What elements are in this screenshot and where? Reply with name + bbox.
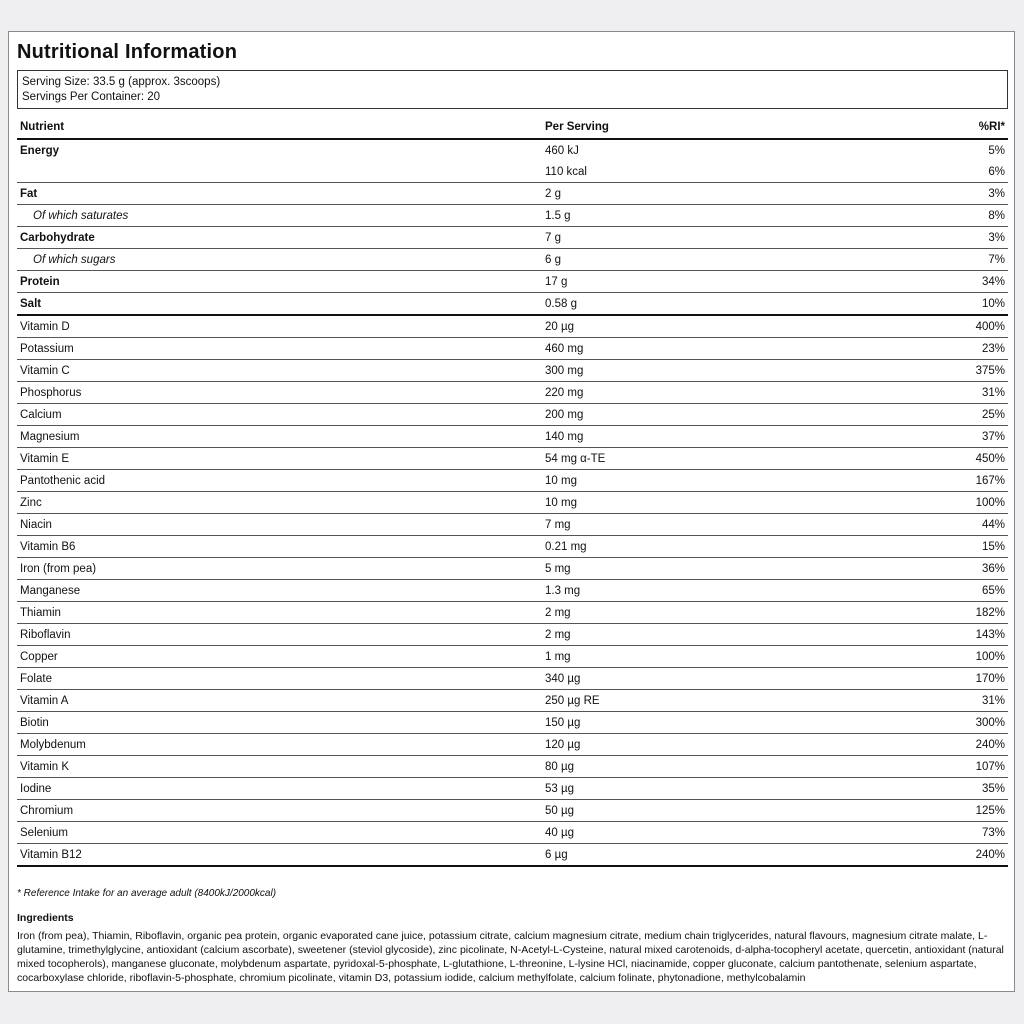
nutrient-ri: 35% [918,778,1008,800]
servings-per-container: Servings Per Container: 20 [22,91,161,103]
nutrient-name: Of which sugars [17,249,542,271]
nutrient-name: Calcium [17,404,542,426]
nutrient-name: Vitamin D [17,315,542,338]
nutrient-name: Carbohydrate [17,227,542,249]
table-row-micro [17,800,1008,822]
nutrient-ri: 100% [918,646,1008,668]
nutrient-name: Potassium [17,338,542,360]
nutrient-amount: 7 mg [542,514,918,536]
nutrient-amount: 54 mg α-TE [542,448,918,470]
nutrient-amount: 1.3 mg [542,580,918,602]
table-row-micro [17,844,1008,867]
table-row-macro [17,183,1008,205]
nutrition-panel [8,31,1015,992]
nutrient-ri: 170% [918,668,1008,690]
nutrient-amount: 250 µg RE [542,690,918,712]
table-row-micro [17,778,1008,800]
nutrient-ri: 450% [918,448,1008,470]
table-row-micro [17,514,1008,536]
nutrient-name: Magnesium [17,426,542,448]
nutrient-ri: 65% [918,580,1008,602]
table-row-macro [17,249,1008,271]
nutrient-ri: 25% [918,404,1008,426]
nutrient-amount: 40 µg [542,822,918,844]
nutrient-amount: 10 mg [542,492,918,514]
nutrient-amount: 460 kJ [545,144,579,157]
table-row-micro [17,470,1008,492]
header-nutrient: Nutrient [17,116,542,139]
nutrient-amount: 1.5 g [542,205,918,227]
nutrient-name-empty [17,161,542,183]
nutrient-ri: 31% [918,690,1008,712]
nutrient-name: Copper [17,646,542,668]
table-row-micro [17,602,1008,624]
nutrient-name: Vitamin B12 [17,844,542,867]
table-row-micro [17,360,1008,382]
nutrient-ri: 73% [918,822,1008,844]
nutrient-amount: 6 g [542,249,918,271]
nutrient-amount: 2 mg [542,624,918,646]
nutrient-name: Selenium [17,822,542,844]
footnote: * Reference Intake for an average adult (8400kJ/2000kcal) [17,888,277,899]
table-row-micro [17,668,1008,690]
table-row-micro [17,690,1008,712]
nutrient-ri: 44% [918,514,1008,536]
nutrient-amount: 150 µg [542,712,918,734]
table-row-micro [17,712,1008,734]
table-row-micro [17,492,1008,514]
nutrient-amount: 5 mg [542,558,918,580]
nutrient-name: Pantothenic acid [17,470,542,492]
nutrient-name: Zinc [17,492,542,514]
nutrient-ri: 125% [918,800,1008,822]
page-title: Nutritional Information [17,41,238,63]
nutrient-ri: 240% [918,734,1008,756]
table-row-micro [17,536,1008,558]
nutrient-name: Vitamin K [17,756,542,778]
nutrient-ri: 34% [918,271,1008,293]
nutrient-ri: 31% [918,382,1008,404]
nutrient-name: Thiamin [17,602,542,624]
nutrient-amount: 6 µg [542,844,918,867]
table-row-macro [17,205,1008,227]
nutrient-ri: 400% [918,315,1008,338]
table-row-micro [17,646,1008,668]
nutrient-name: Vitamin E [17,448,542,470]
nutrition-table [17,116,1008,867]
nutrient-name: Iodine [17,778,542,800]
nutrient-name: Niacin [17,514,542,536]
nutrient-name: Protein [17,271,542,293]
nutrient-amount: 2 g [542,183,918,205]
nutrition-table-body [17,139,1008,866]
nutrient-name: Folate [17,668,542,690]
table-row-micro [17,558,1008,580]
table-row-micro [17,448,1008,470]
nutrient-ri: 7% [918,249,1008,271]
nutrient-name: Energy [20,144,59,157]
nutrient-name: Chromium [17,800,542,822]
nutrient-amount: 200 mg [542,404,918,426]
nutrient-ri: 15% [918,536,1008,558]
nutrient-amount: 0.21 mg [542,536,918,558]
nutrient-amount: 140 mg [542,426,918,448]
nutrient-amount: 300 mg [542,360,918,382]
nutrient-ri: 6% [918,161,1008,183]
nutrient-amount: 220 mg [542,382,918,404]
nutrient-ri: 182% [918,602,1008,624]
header-per-serving: Per Serving [542,116,918,139]
table-row-macro [17,293,1008,316]
table-row-micro [17,426,1008,448]
serving-size: Serving Size: 33.5 g (approx. 3scoops) [22,76,221,88]
nutrient-ri: 23% [918,338,1008,360]
table-row-energy-kj [17,139,1008,161]
nutrient-ri: 240% [918,844,1008,867]
nutrient-name: Of which saturates [17,205,542,227]
nutrient-ri: 3% [918,183,1008,205]
nutrient-name: Biotin [17,712,542,734]
nutrient-name: Vitamin C [17,360,542,382]
table-row-micro [17,338,1008,360]
nutrient-name: Vitamin A [17,690,542,712]
nutrient-ri: 3% [918,227,1008,249]
ingredients-text: Iron (from pea), Thiamin, Riboflavin, organic pea protein, organic evaporated cane juice, potassium citrate, calcium magnesium citrate, medium chain triglycerides, natural flavours, magnesium citrate malate, L-glutamine, trimethylglycine, antioxidant (calcium ascorbate), sweetener (steviol glycoside), zinc picolinate, N-Acetyl-L-Cysteine, natural mixed carotenoids, d-alpha-tocopheryl acetate, quercetin, antioxidant (natural mixed tocopherols), manganese gluconate, molybdenum aspartate, pyridoxal-5-phosphate, L-glutathione, L-threonine, L-lysine HCl, niacinamide, copper gluconate, calcium pantothenate, selenium aspartate, cocarboxylase chloride, riboflavin-5-phosphate, chromium picolinate, vitamin D3, potassium iodide, calcium methylfolate, calcium folinate, phytonadione, methylcobalamin [17,930,1004,984]
nutrient-ri: 107% [918,756,1008,778]
ingredients-heading: Ingredients [17,912,74,924]
nutrient-ri: 100% [918,492,1008,514]
table-row-micro [17,580,1008,602]
nutrient-ri: 375% [918,360,1008,382]
nutrient-ri: 8% [918,205,1008,227]
nutrient-ri: 10% [918,293,1008,316]
nutrient-amount: 120 µg [542,734,918,756]
nutrient-name: Iron (from pea) [17,558,542,580]
nutrient-amount: 50 µg [542,800,918,822]
nutrient-ri: 5% [988,144,1005,157]
table-row-macro [17,227,1008,249]
table-row-micro [17,404,1008,426]
nutrient-name: Fat [17,183,542,205]
nutrient-name: Phosphorus [17,382,542,404]
nutrient-ri: 36% [918,558,1008,580]
table-row-micro [17,756,1008,778]
nutrient-amount: 110 kcal [542,161,918,183]
nutrient-amount: 340 µg [542,668,918,690]
nutrient-amount: 7 g [542,227,918,249]
table-row-micro [17,315,1008,338]
nutrient-name: Riboflavin [17,624,542,646]
header-ri: %RI* [918,116,1008,139]
nutrient-amount: 10 mg [542,470,918,492]
nutrient-amount: 1 mg [542,646,918,668]
table-row-micro [17,822,1008,844]
nutrient-ri: 167% [918,470,1008,492]
table-row-micro [17,734,1008,756]
nutrient-name: Manganese [17,580,542,602]
table-row-macro [17,271,1008,293]
nutrient-amount: 460 mg [542,338,918,360]
nutrient-name: Vitamin B6 [17,536,542,558]
nutrient-amount: 0.58 g [542,293,918,316]
table-header-row [17,116,1008,139]
nutrient-name: Molybdenum [17,734,542,756]
table-row-energy-kcal [17,161,1008,183]
nutrient-ri: 143% [918,624,1008,646]
table-row-micro [17,624,1008,646]
nutrient-ri: 37% [918,426,1008,448]
nutrient-ri: 300% [918,712,1008,734]
nutrient-amount: 53 µg [542,778,918,800]
table-row-micro [17,382,1008,404]
nutrient-amount: 80 µg [542,756,918,778]
nutrient-amount: 17 g [542,271,918,293]
nutrient-amount: 20 µg [542,315,918,338]
serving-info-box [17,70,1008,109]
nutrient-name: Salt [17,293,542,316]
nutrient-amount: 2 mg [542,602,918,624]
